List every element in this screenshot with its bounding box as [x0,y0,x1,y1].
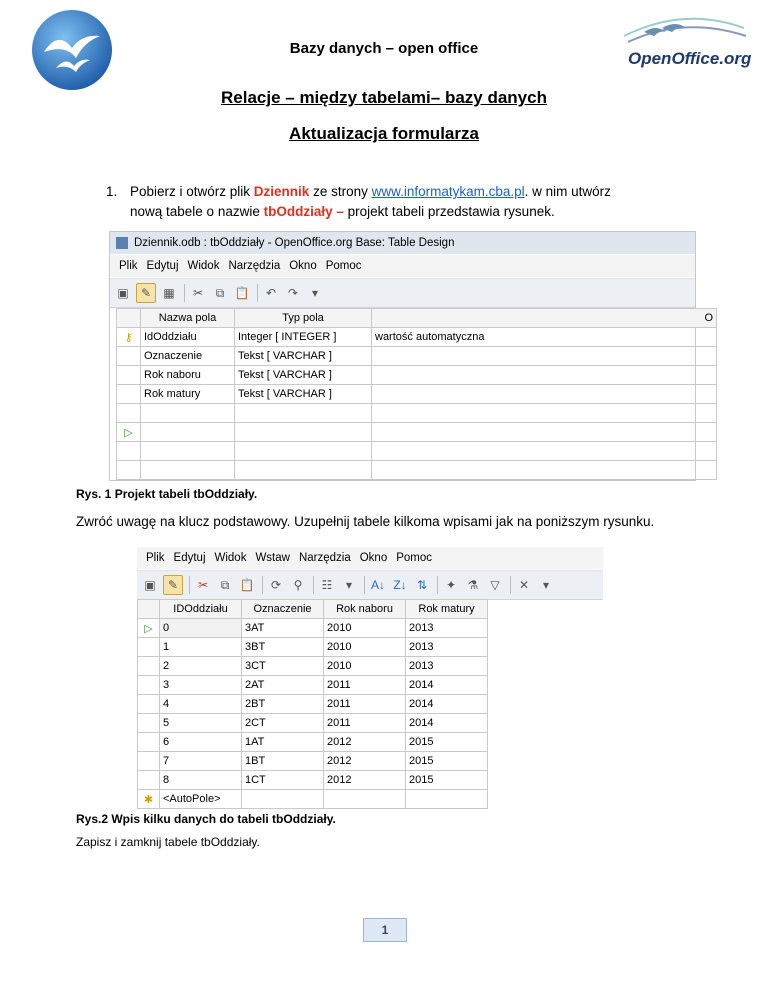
chevron-down-icon[interactable]: ▾ [345,578,353,592]
table-row[interactable]: ⚷ IdOddziału Integer [ INTEGER ] wartość automatyczna [117,328,717,347]
menu-plik[interactable]: Plik [119,260,138,272]
file-name: Dziennik [253,184,310,199]
chevron-down-icon[interactable]: ▾ [311,286,319,300]
col-header-oznaczenie[interactable]: Oznaczenie [242,600,324,619]
table-row[interactable]: 1 3BT 2010 2013 [138,638,488,657]
table-row[interactable]: 3 2AT 2011 2014 [138,676,488,695]
paste-icon[interactable]: 📋 [234,286,250,300]
menu-okno[interactable]: Okno [359,552,388,564]
sort-icon[interactable]: ⇅ [416,578,428,592]
table-data-screenshot [137,547,603,806]
table-design-screenshot [109,231,713,481]
design-grid [116,308,717,480]
table-row[interactable]: 4 2BT 2011 2014 [138,695,488,714]
col-header-rok-naboru[interactable]: Rok naboru [324,600,406,619]
new-record-icon: ✱ [138,790,160,809]
instruction-paragraph: Zwróć uwagę na klucz podstawowy. Uzupełnij tabele kilkoma wpisami jak na poniższym rysunku. [76,514,655,529]
step-number: 1. [106,184,118,199]
table-row[interactable]: Rok matury Tekst [ VARCHAR ] [117,385,717,404]
step1-line2: nową tabele o nazwie tbOddziały – projekt tabeli przedstawia rysunek. [130,204,555,219]
save-icon[interactable]: ▣ [144,578,156,592]
chevron-down-icon[interactable]: ▾ [542,578,550,592]
menu-plik[interactable]: Plik [146,552,165,564]
col-header-rok-matury[interactable]: Rok matury [406,600,488,619]
table-row[interactable]: ▷ 0 3AT 2010 2013 [138,619,488,638]
menu-edytuj[interactable]: Edytuj [146,260,179,272]
undo-icon[interactable]: ↶ [265,286,277,300]
menu-edytuj[interactable]: Edytuj [173,552,206,564]
sort-descending-icon[interactable]: Z↓ [393,578,407,592]
figure2-caption: Rys.2 Wpis kilku danych do tabeli tbOddziały. [76,812,336,826]
table-row[interactable]: 2 3CT 2010 2013 [138,657,488,676]
closing-paragraph: Zapisz i zamknij tabele tbOddziały. [76,835,260,849]
copy-icon[interactable]: ⧉ [220,577,230,592]
row-header-corner [138,600,160,619]
table-row[interactable]: 7 1BT 2012 2015 [138,752,488,771]
menu-widok[interactable]: Widok [187,260,220,272]
find-icon[interactable]: ⚲ [293,578,303,592]
table-row[interactable]: 8 1CT 2012 2015 [138,771,488,790]
delete-record-icon[interactable]: ✕ [518,578,530,592]
menubar [110,255,695,277]
openoffice-wordmark-logo [614,6,754,76]
menu-pomoc[interactable]: Pomoc [325,260,362,272]
menubar [137,547,603,569]
menu-okno[interactable]: Okno [289,260,317,272]
design-icon[interactable]: ▦ [163,286,175,300]
form-navigator-icon[interactable]: ☷ [321,578,333,592]
app-icon [116,237,128,249]
standard-filter-icon[interactable]: ⚗ [467,578,479,592]
table-row[interactable]: Rok naboru Tekst [ VARCHAR ] [117,366,717,385]
row-header-corner [117,309,141,328]
page-number: 1 [363,918,407,942]
save-icon[interactable]: ▣ [117,286,129,300]
col-header-type[interactable]: Typ pola [235,309,372,328]
redo-icon[interactable]: ↷ [287,286,299,300]
refresh-icon[interactable]: ⟳ [270,578,282,592]
toolbar [137,570,603,600]
edit-icon[interactable]: ✎ [136,283,156,303]
menu-narzedzia[interactable]: Narzędzia [298,552,351,564]
cut-icon[interactable]: ✂ [192,286,204,300]
menu-narzedzia[interactable]: Narzędzia [228,260,281,272]
header-title: Bazy danych – open office [289,40,479,57]
table-row[interactable]: Oznaczenie Tekst [ VARCHAR ] [117,347,717,366]
website-link[interactable]: www.informatykam.cba.pl [371,184,525,199]
step1-line1: Pobierz i otwórz plik Dziennik ze strony www.informatykam.cba.pl. w nim utwórz [130,184,611,199]
menu-widok[interactable]: Widok [214,552,247,564]
new-record-row[interactable] [138,790,488,809]
edit-icon[interactable]: ✎ [163,575,183,595]
table-row[interactable]: 6 1AT 2012 2015 [138,733,488,752]
col-header-desc[interactable]: O [372,309,717,328]
autopole-cell[interactable]: <AutoPole> [160,790,242,809]
menu-pomoc[interactable]: Pomoc [396,552,433,564]
paste-icon[interactable]: 📋 [239,578,255,592]
copy-icon[interactable]: ⧉ [215,285,225,300]
menu-wstaw[interactable]: Wstaw [255,552,290,564]
logo-text: OpenOffice.org [628,49,752,68]
main-heading: Relacje – między tabelami– bazy danych [221,88,547,107]
filter-icon[interactable]: ▽ [490,578,500,592]
toolbar [110,278,695,308]
current-row-arrow-icon: ▷ [138,619,160,638]
window-title: Dziennik.odb : tbOddziały - OpenOffice.org Base: Table Design [134,237,455,249]
cut-icon[interactable]: ✂ [197,578,209,592]
table-name: tbOddziały – [263,204,344,219]
table-row[interactable]: 5 2CT 2011 2014 [138,714,488,733]
primary-key-icon: ⚷ [117,328,141,347]
window-titlebar [110,232,695,254]
col-header-id[interactable]: IDOddziału [160,600,242,619]
data-grid [137,599,488,809]
col-header-name[interactable]: Nazwa pola [141,309,235,328]
sort-ascending-icon[interactable]: A↓ [370,578,385,592]
figure1-caption: Rys. 1 Projekt tabeli tbOddziały. [76,487,258,501]
sub-heading: Aktualizacja formularza [289,124,479,143]
current-row-arrow-icon: ▷ [117,423,141,442]
autofilter-icon[interactable]: ✦ [445,578,457,592]
